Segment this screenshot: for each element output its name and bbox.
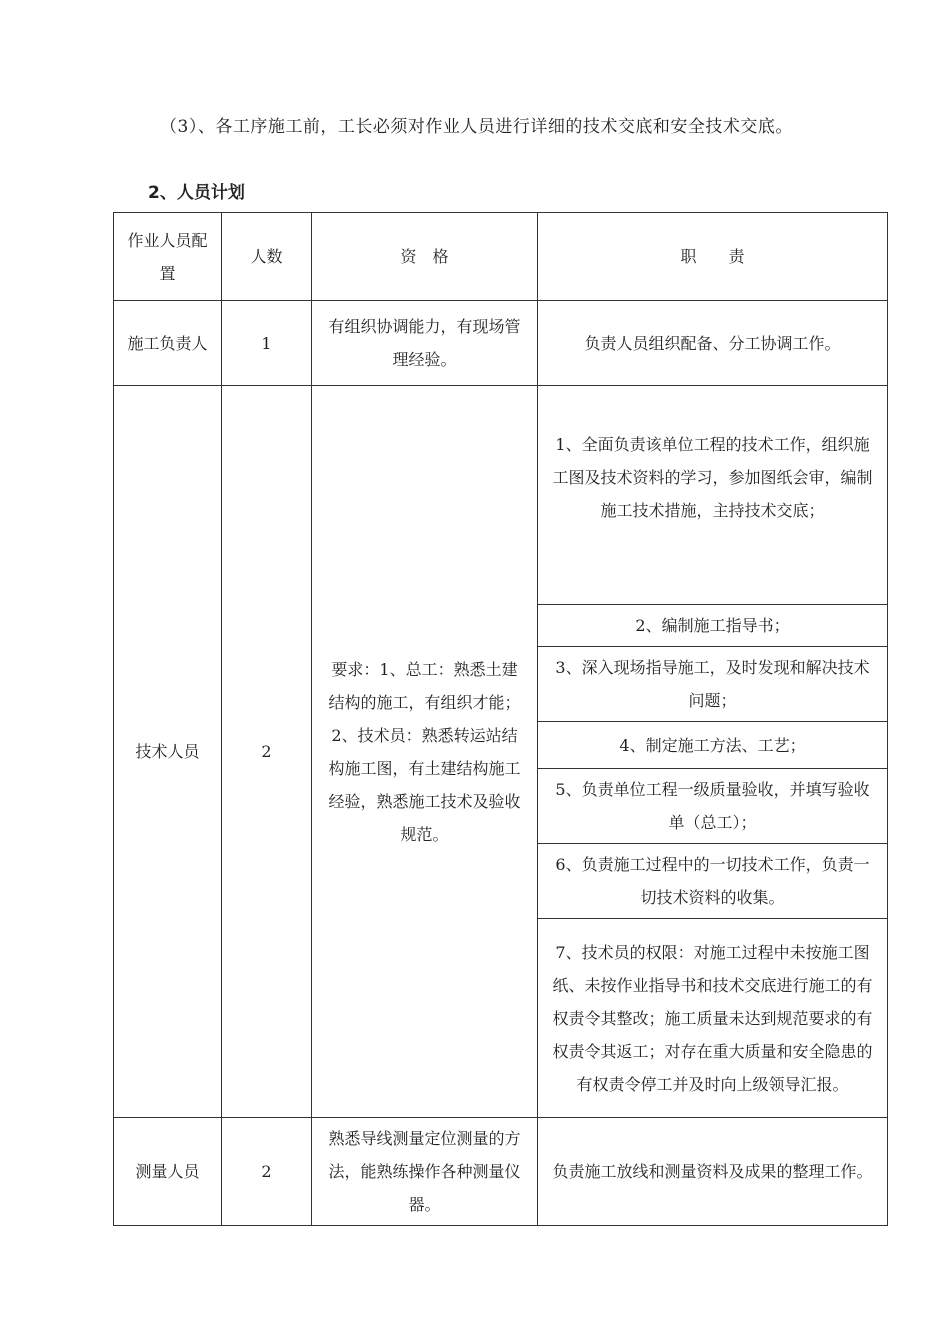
- row-qualification: 要求：1、总工：熟悉土建结构的施工，有组织才能； 2、技术员：熟悉转运站结构施工图，有土建结构施工经验，熟悉施工技术及验收规范。: [312, 386, 538, 1118]
- row-duty: 4、制定施工方法、工艺；: [538, 722, 888, 769]
- row-duty: 7、技术员的权限：对施工过程中未按施工图纸、未按作业指导书和技术交底进行施工的有权责令其整改；施工质量未达到规范要求的有权责令其返工；对存在重大质量和安全隐患的有权责令停工并及时向上级领导汇报。: [538, 919, 888, 1118]
- table-header-row: [114, 213, 888, 301]
- row-role: 技术人员: [114, 386, 222, 1118]
- table-row: [114, 301, 888, 386]
- row-count: 1: [222, 301, 312, 386]
- row-count: 2: [222, 386, 312, 1118]
- row-qualification: 熟悉导线测量定位测量的方法，能熟练操作各种测量仪器。: [312, 1118, 538, 1226]
- table-row: [114, 386, 888, 605]
- row-role: 测量人员: [114, 1118, 222, 1226]
- row-duty: 1、全面负责该单位工程的技术工作，组织施工图及技术资料的学习，参加图纸会审，编制施工技术措施，主持技术交底；: [538, 386, 888, 605]
- intro-paragraph: （3）、各工序施工前，工长必须对作业人员进行详细的技术交底和安全技术交底。: [160, 117, 793, 137]
- row-duty: 6、负责施工过程中的一切技术工作，负责一切技术资料的收集。: [538, 844, 888, 919]
- table-row: [114, 1118, 888, 1226]
- header-count: 人数: [222, 213, 312, 301]
- row-duty: 2、编制施工指导书；: [538, 605, 888, 647]
- row-duty: 负责人员组织配备、分工协调工作。: [538, 301, 888, 386]
- header-role: 作业人员配置: [114, 213, 222, 301]
- row-duty: 负责施工放线和测量资料及成果的整理工作。: [538, 1118, 888, 1226]
- row-count: 2: [222, 1118, 312, 1226]
- row-duty: 5、负责单位工程一级质量验收，并填写验收单（总工）；: [538, 769, 888, 844]
- header-duty: 职 责: [538, 213, 888, 301]
- row-role: 施工负责人: [114, 301, 222, 386]
- section-heading: 2、人员计划: [148, 183, 245, 203]
- row-duty: 3、深入现场指导施工，及时发现和解决技术问题；: [538, 647, 888, 722]
- personnel-plan-table: [113, 212, 888, 1226]
- header-qualification: 资 格: [312, 213, 538, 301]
- row-qualification: 有组织协调能力，有现场管理经验。: [312, 301, 538, 386]
